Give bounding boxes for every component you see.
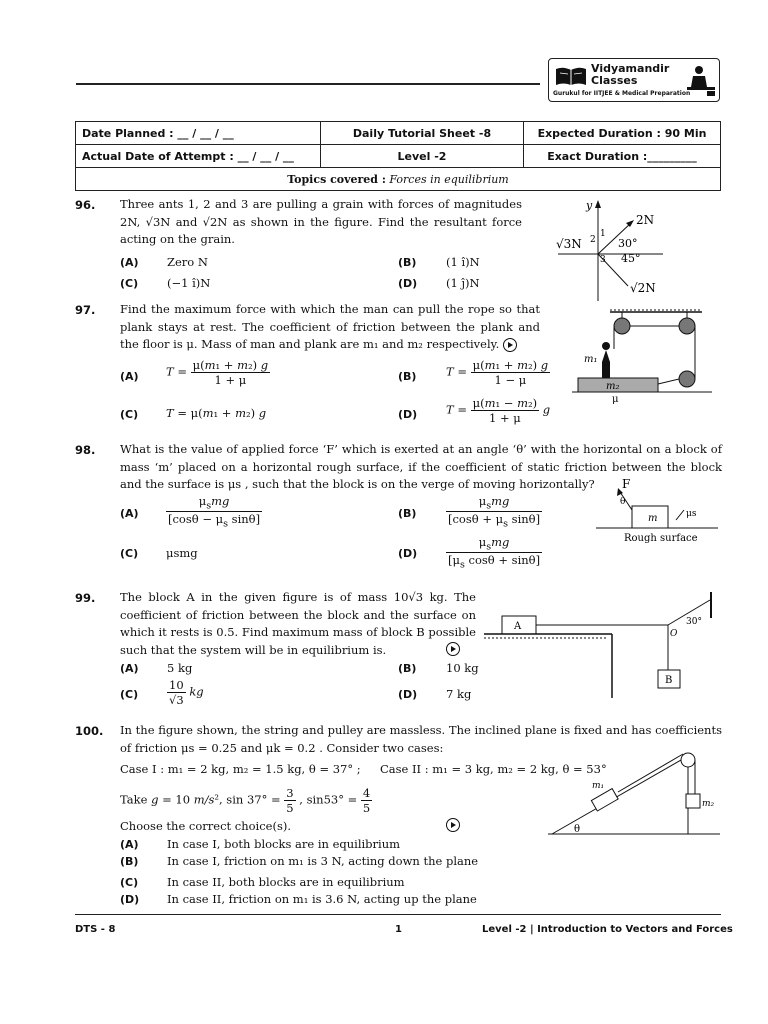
option-value: In case I, friction on m₁ is 3 N, acting down the plane xyxy=(167,854,479,868)
question-number: 99. xyxy=(75,591,96,605)
option-label: (D) xyxy=(120,893,140,906)
option-formula: T = $\frac{\text{μ(m₁ + m₂) g}}{1 - \mu}$ xyxy=(446,358,549,387)
option-formula: $\frac{\mu_smg}{[\mu_s \cos\theta + \sin\theta]}$ xyxy=(448,535,541,571)
footer-rule xyxy=(75,914,721,915)
option-label: (D) xyxy=(398,688,418,701)
option-label: (B) xyxy=(398,662,417,675)
svg-text:y: y xyxy=(586,199,593,212)
question-text xyxy=(120,301,540,354)
svg-text:μ: μ xyxy=(612,394,619,404)
option-value: (1 ĵ)N xyxy=(446,276,480,290)
svg-text:O: O xyxy=(670,629,678,639)
option-formula: $\frac{10}{√3}$ kg xyxy=(169,678,204,707)
incline-pulley-diagram xyxy=(548,748,722,840)
svg-text:m₁: m₁ xyxy=(584,354,598,365)
svg-text:Rough surface: Rough surface xyxy=(624,533,698,544)
option-value: In case I, both blocks are in equilibrium xyxy=(167,837,401,851)
svg-text:30°: 30° xyxy=(618,237,638,250)
option-value: (1 î)N xyxy=(446,255,480,269)
topics-label: Topics covered : xyxy=(287,172,386,186)
option-formula: T = $\frac{\text{μ(m₁ + m₂) g}}{1 + \mu}$ xyxy=(166,358,269,387)
option-formula: $\frac{\mu_smg}{[\cos\theta + \mu_s \sin\theta]}$ xyxy=(448,494,541,530)
svg-text:1: 1 xyxy=(600,229,606,239)
logo-tagline: Gurukul for IITJEE & Medical Preparation xyxy=(553,90,691,97)
option-label: (A) xyxy=(120,507,139,520)
logo-line1: Vidyamandir xyxy=(591,62,670,75)
question-text: The block A in the given figure is of mass 10√3 kg. The coefficient of friction between the block and the surface on which it rests is 0.5. Find maximum mass of block B possible such that the system will be in equilibrium is. xyxy=(120,590,476,657)
exact-duration: Exact Duration :_________ xyxy=(524,145,721,168)
svg-text:F: F xyxy=(622,477,631,491)
svg-text:2: 2 xyxy=(590,235,596,245)
question-body: Find the maximum force with which the man can pull the rope so that plank stays at rest. The coefficient of friction between the plank and the floor is μ. Mass of man and plank are m₁ and m₂ respectively. xyxy=(120,302,540,351)
svg-text:45°: 45° xyxy=(621,252,641,265)
option-value: μsmg xyxy=(166,546,198,560)
option-label: (C) xyxy=(120,277,139,290)
option-label: (C) xyxy=(120,688,139,701)
actual-date: Actual Date of Attempt : __ / __ / __ xyxy=(76,145,321,168)
option-value: 5 kg xyxy=(167,661,193,675)
footer-sheet-code: DTS - 8 xyxy=(75,924,116,935)
option-label: (A) xyxy=(120,662,139,675)
logo-line2: Classes xyxy=(591,74,638,87)
svg-text:m₂: m₂ xyxy=(702,799,715,809)
topics-covered xyxy=(76,168,721,191)
play-video-icon[interactable] xyxy=(446,818,460,832)
option-label: (B) xyxy=(398,256,417,269)
option-label: (C) xyxy=(120,408,139,421)
option-value: Zero N xyxy=(167,255,208,269)
option-value: In case II, friction on m₁ is 3.6 N, acting up the plane xyxy=(167,892,477,906)
question-text: In the figure shown, the string and pulley are massless. The inclined plane is fixed and has coefficients of friction μs = 0.25 and μk = 0.2 . Consider two cases: xyxy=(120,723,722,755)
option-label: (A) xyxy=(120,838,139,851)
svg-text:B: B xyxy=(665,675,673,686)
svg-text:√2N: √2N xyxy=(630,281,656,295)
ants-force-diagram xyxy=(548,196,678,306)
case-one: Case I : m₁ = 2 kg, m₂ = 1.5 kg, θ = 37° ; xyxy=(120,762,361,776)
question-number: 98. xyxy=(75,443,96,457)
expected-duration: Expected Duration : 90 Min xyxy=(524,122,721,145)
block-force-diagram xyxy=(592,476,722,546)
option-label: (D) xyxy=(398,277,418,290)
book-icon xyxy=(555,66,587,86)
sheet-title: Daily Tutorial Sheet -8 xyxy=(321,122,524,145)
choose-instruction: Choose the correct choice(s). xyxy=(120,819,292,833)
svg-text:A: A xyxy=(514,621,522,632)
option-formula: T = μ(m₁ + m₂) g xyxy=(166,406,267,420)
option-formula: T = $\frac{\text{μ(m₁ − m₂)}}{1 + \mu}$ g xyxy=(446,396,551,425)
sheet-header-table xyxy=(75,121,721,191)
vidyamandir-logo xyxy=(548,58,720,102)
question-number: 97. xyxy=(75,303,96,317)
option-label: (B) xyxy=(398,370,417,383)
svg-text:m₂: m₂ xyxy=(606,381,620,392)
given-values: Take g = 10 m/s², sin 37° = $\frac{3}{5}$ , sin53° = $\frac{4}{5}$ xyxy=(120,786,371,815)
svg-text:μs: μs xyxy=(686,509,697,519)
question-text: Three ants 1, 2 and 3 are pulling a grain with forces of magnitudes 2N, √3N and √2N as shown in the figure. Find the resultant force acting on the grain. xyxy=(120,197,522,246)
option-label: (B) xyxy=(120,855,139,868)
option-formula: $\frac{\mu_smg}{[\cos\theta - \mu_s \sin\theta]}$ xyxy=(168,494,261,530)
case-two: Case II : m₁ = 3 kg, m₂ = 2 kg, θ = 53° xyxy=(380,762,607,776)
option-value: (−1 î)N xyxy=(167,276,211,290)
option-label: (C) xyxy=(120,547,139,560)
svg-text:m: m xyxy=(648,513,658,524)
question-number: 96. xyxy=(75,198,96,212)
play-video-icon[interactable] xyxy=(446,642,460,656)
question-number: 100. xyxy=(75,724,104,738)
date-planned: Date Planned : __ / __ / __ xyxy=(76,122,321,145)
svg-text:2N: 2N xyxy=(636,213,655,227)
footer-page-number: 1 xyxy=(395,924,402,935)
option-value: 7 kg xyxy=(446,687,472,701)
hanging-block-diagram xyxy=(482,590,722,700)
svg-text:θ: θ xyxy=(574,824,581,835)
footer-chapter: Level -2 | Introduction to Vectors and Forces xyxy=(482,924,733,935)
svg-text:30°: 30° xyxy=(686,617,702,627)
option-label: (D) xyxy=(398,408,418,421)
level: Level -2 xyxy=(321,145,524,168)
svg-text:√3N: √3N xyxy=(556,237,582,251)
option-label: (D) xyxy=(398,547,418,560)
play-video-icon[interactable] xyxy=(503,338,517,352)
option-value: In case II, both blocks are in equilibrium xyxy=(167,875,405,889)
svg-text:θ: θ xyxy=(620,497,626,507)
option-label: (A) xyxy=(120,256,139,269)
header-rule xyxy=(76,83,540,85)
student-at-desk-icon xyxy=(683,63,717,97)
man-on-plank-diagram xyxy=(572,304,712,404)
option-label: (C) xyxy=(120,876,139,889)
option-label: (B) xyxy=(398,507,417,520)
svg-text:m₁: m₁ xyxy=(592,781,605,791)
option-value: 10 kg xyxy=(446,661,479,675)
topics-value: Forces in equilibrium xyxy=(389,172,509,186)
svg-text:3: 3 xyxy=(600,255,606,265)
question-text: What is the value of applied force ‘F’ which is exerted at an angle ‘θ’ with the horizontal on a block of mass ‘m’ placed on a horizontal rough surface, if the coefficient of static friction between the block and the surface is μs , such that the block is on the verge of moving horizontally? xyxy=(120,442,722,491)
option-label: (A) xyxy=(120,370,139,383)
